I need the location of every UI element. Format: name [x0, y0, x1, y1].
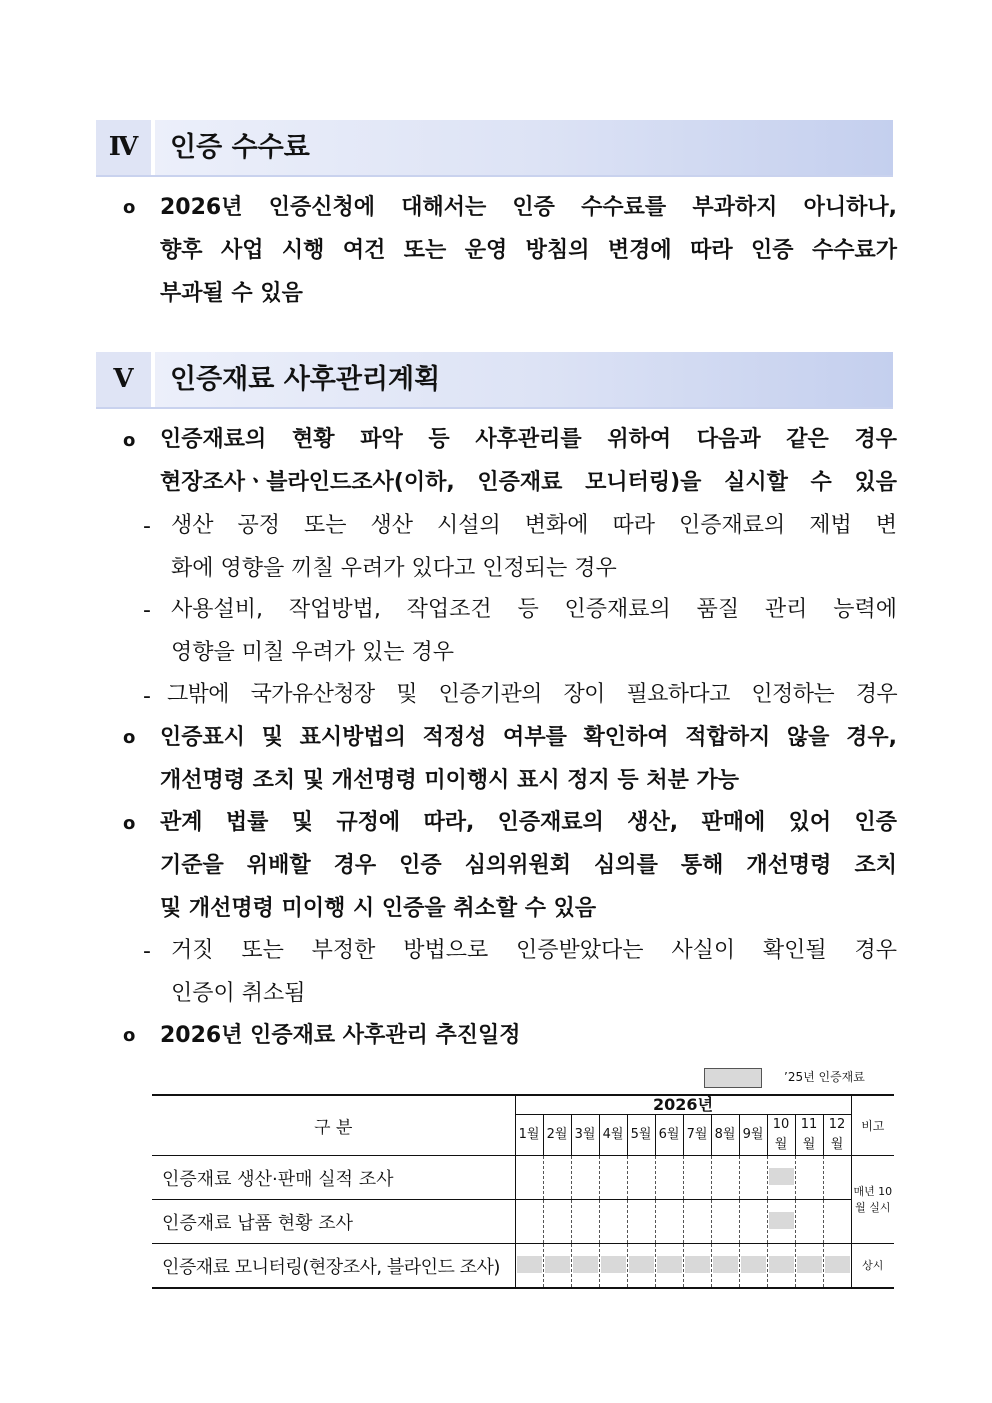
schedule-cell-month-12: [823, 1200, 851, 1244]
schedule-cell-month-12: [823, 1244, 851, 1289]
case-2: [171, 588, 897, 674]
schedule-bar: [825, 1256, 850, 1273]
schedule-bar: [769, 1168, 794, 1185]
monitoring-paragraph: [160, 418, 897, 504]
schedule-cell-month-5: [627, 1156, 655, 1200]
schedule-cell-month-3: [571, 1200, 599, 1244]
schedule-cell-month-10: [767, 1244, 795, 1289]
schedule-table: [152, 1094, 894, 1289]
schedule-bar: [545, 1256, 570, 1273]
section-header-fee: [96, 120, 893, 177]
text-line: 현장조사ㆍ블라인드조사(이하, 인증재료 모니터링)을 실시할 수 있음: [160, 470, 897, 495]
schedule-cell-month-1: [515, 1200, 543, 1244]
case-3: [167, 673, 897, 716]
schedule-bar: [741, 1256, 766, 1273]
schedule-cell-month-10: [767, 1200, 795, 1244]
schedule-cell-month-4: [599, 1156, 627, 1200]
schedule-cell-month-11: [795, 1200, 823, 1244]
schedule-cell-month-8: [711, 1244, 739, 1289]
schedule-cell-month-8: [711, 1156, 739, 1200]
dash-marker: -: [143, 684, 151, 709]
dash-marker: -: [143, 514, 151, 539]
schedule-cell-month-11: [795, 1156, 823, 1200]
schedule-cell-month-2: [543, 1200, 571, 1244]
bullet-icon: o: [123, 727, 136, 748]
schedule-cell-month-9: [739, 1244, 767, 1289]
section-number: Ⅴ: [96, 352, 155, 407]
schedule-cell-month-6: [655, 1200, 683, 1244]
text-line: 관계 법률 및 규정에 따라, 인증재료의 생산, 판매에 있어 인증: [160, 810, 897, 835]
text-line: 사용설비, 작업방법, 작업조건 등 인증재료의 품질 관리 능력에: [171, 597, 897, 622]
schedule-bar: [713, 1256, 738, 1273]
legend-label: ’25년 인증재료: [784, 1070, 865, 1084]
schedule-cell-month-7: [683, 1156, 711, 1200]
case-1: [171, 504, 897, 590]
dash-marker: -: [143, 598, 151, 623]
table-row: [152, 1244, 894, 1289]
schedule-cell-month-6: [655, 1244, 683, 1289]
text-line: 인증이 취소됨: [171, 981, 306, 1006]
schedule-cell-month-9: [739, 1156, 767, 1200]
schedule-cell-month-5: [627, 1244, 655, 1289]
month-header: 9월: [739, 1115, 767, 1156]
cancellation-paragraph: [160, 801, 897, 930]
month-header: 7월: [683, 1115, 711, 1156]
text-line: 개선명령 조치 및 개선명령 미이행시 표시 정지 등 처분 가능: [160, 768, 739, 793]
schedule-cell-month-6: [655, 1156, 683, 1200]
schedule-cell-month-3: [571, 1156, 599, 1200]
text-line: 기준을 위배할 경우 인증 심의위원회 심의를 통해 개선명령 조치: [160, 853, 897, 878]
schedule-bar: [601, 1256, 626, 1273]
row-label: 인증재료 모니터링(현장조사, 블라인드 조사): [152, 1244, 515, 1289]
month-header: 11월: [795, 1115, 823, 1156]
row-label: 인증재료 생산·판매 실적 조사: [152, 1156, 515, 1200]
section-header-management: [96, 352, 893, 409]
section-number: Ⅳ: [96, 120, 155, 175]
text-line: 향후 사업 시행 여건 또는 운영 방침의 변경에 따라 인증 수수료가: [160, 238, 897, 263]
schedule-cell-month-7: [683, 1244, 711, 1289]
text-line: 및 개선명령 미이행 시 인증을 취소할 수 있음: [160, 896, 597, 921]
month-header: 5월: [627, 1115, 655, 1156]
month-header: 8월: [711, 1115, 739, 1156]
schedule-cell-month-10: [767, 1156, 795, 1200]
schedule-cell-month-1: [515, 1156, 543, 1200]
bullet-icon: o: [123, 430, 136, 451]
section-title: 인증재료 사후관리계획: [170, 364, 441, 395]
row-label: 인증재료 납품 현황 조사: [152, 1200, 515, 1244]
text-line: 2026년 인증신청에 대해서는 인증 수수료를 부과하지 아니하나,: [160, 195, 897, 220]
text-line: 화에 영향을 끼칠 우려가 있다고 인정되는 경우: [171, 556, 617, 581]
month-header: 10월: [767, 1115, 795, 1156]
schedule-bar: [629, 1256, 654, 1273]
bullet-icon: o: [123, 813, 136, 834]
schedule-cell-month-12: [823, 1156, 851, 1200]
schedule-cell-month-8: [711, 1200, 739, 1244]
schedule-cell-month-4: [599, 1200, 627, 1244]
case-4: [171, 929, 897, 1015]
month-header: 4월: [599, 1115, 627, 1156]
schedule-bar: [573, 1256, 598, 1273]
schedule-bar: [769, 1256, 794, 1273]
schedule-cell-month-3: [571, 1244, 599, 1289]
text-line: 거짓 또는 부정한 방법으로 인증받았다는 사실이 확인될 경우: [171, 938, 897, 963]
dash-marker: -: [143, 939, 151, 964]
text-line: 영향을 미칠 우려가 있는 경우: [171, 640, 454, 665]
column-header-remarks: 비고: [851, 1095, 894, 1156]
schedule-cell-month-11: [795, 1244, 823, 1289]
text-line: 2026년 인증재료 사후관리 추진일정: [160, 1023, 521, 1048]
text-line: 부과될 수 있음: [160, 281, 303, 306]
schedule-bar: [685, 1256, 710, 1273]
text-line: 인증재료의 현황 파악 등 사후관리를 위하여 다음과 같은 경우: [160, 427, 897, 452]
schedule-heading: [160, 1014, 897, 1057]
column-header-category: 구 분: [152, 1095, 515, 1156]
table-row: [152, 1200, 894, 1244]
bullet-icon: o: [123, 1025, 136, 1046]
month-header: 2월: [543, 1115, 571, 1156]
remarks-annual: 매년 10월 실시: [851, 1156, 894, 1244]
schedule-bar: [797, 1256, 822, 1273]
fee-paragraph: [160, 186, 897, 315]
table-row: [152, 1156, 894, 1200]
remarks-always: 상시: [851, 1244, 894, 1289]
text-line: 생산 공정 또는 생산 시설의 변화에 따라 인증재료의 제법 변: [171, 513, 897, 538]
label-check-paragraph: [160, 716, 897, 802]
month-header: 3월: [571, 1115, 599, 1156]
month-header: 1월: [515, 1115, 543, 1156]
bullet-icon: o: [123, 197, 136, 218]
legend-swatch: [704, 1068, 762, 1088]
text-line: 그밖에 국가유산청장 및 인증기관의 장이 필요하다고 인정하는 경우: [167, 682, 897, 707]
schedule-cell-month-5: [627, 1200, 655, 1244]
schedule-cell-month-1: [515, 1244, 543, 1289]
month-header: 12월: [823, 1115, 851, 1156]
schedule-cell-month-9: [739, 1200, 767, 1244]
schedule-cell-month-2: [543, 1244, 571, 1289]
schedule-cell-month-4: [599, 1244, 627, 1289]
schedule-cell-month-7: [683, 1200, 711, 1244]
schedule-bar: [517, 1256, 542, 1273]
schedule-bar: [657, 1256, 682, 1273]
month-header: 6월: [655, 1115, 683, 1156]
schedule-bar: [769, 1212, 794, 1229]
section-title: 인증 수수료: [170, 132, 310, 163]
column-header-year: 2026년: [515, 1095, 851, 1115]
schedule-cell-month-2: [543, 1156, 571, 1200]
text-line: 인증표시 및 표시방법의 적정성 여부를 확인하여 적합하지 않을 경우,: [160, 725, 897, 750]
